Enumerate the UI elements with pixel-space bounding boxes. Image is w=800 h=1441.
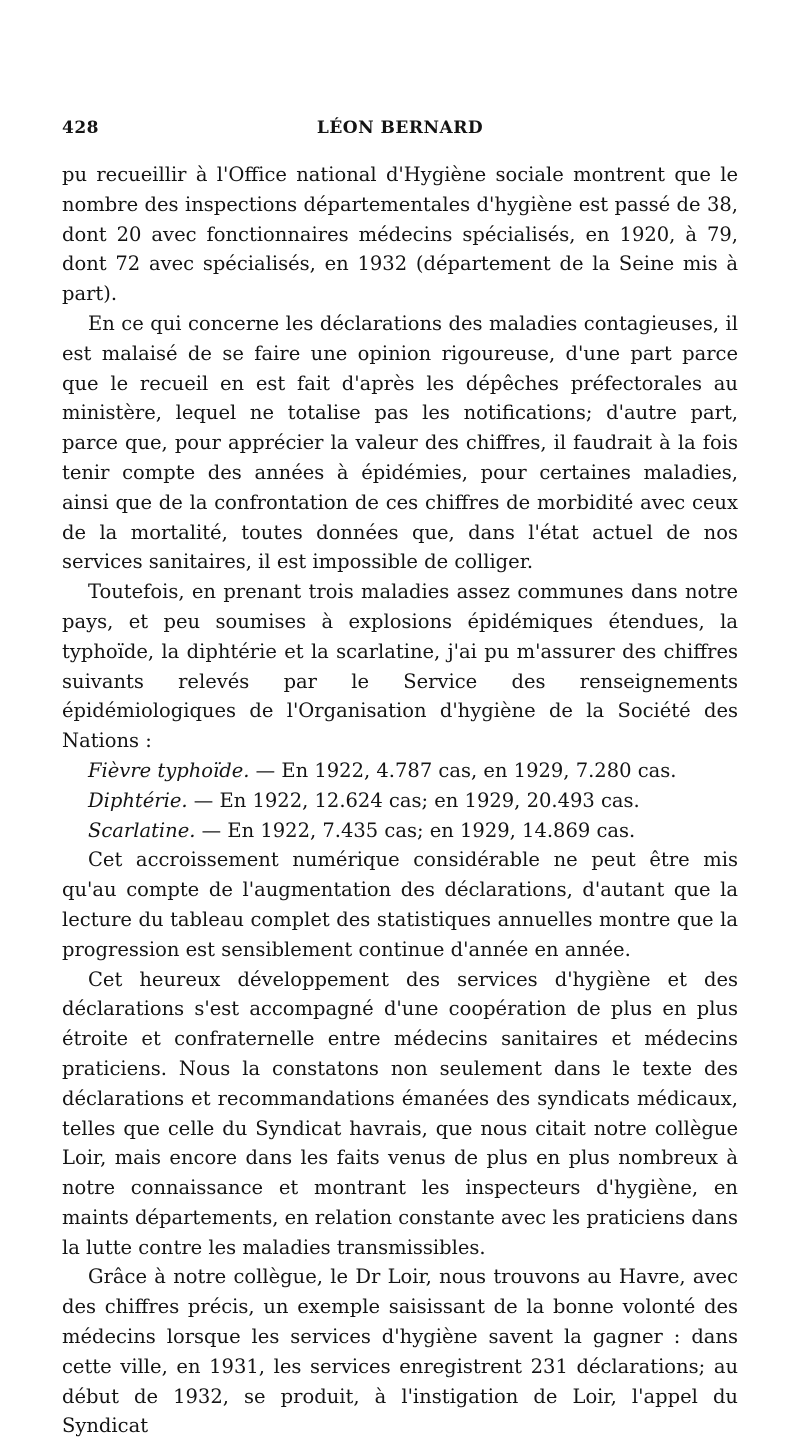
running-head (62, 118, 738, 148)
disease-figures-text: — En 1922, 12.624 cas; en 1929, 20.493 cas. (187, 788, 640, 812)
paragraph-continuation: pu recueillir à l'Office national d'Hygiène sociale montrent que le nombre des inspections départementales d'hygiène est passé de 38, dont 20 avec fonctionnaires médecins spécialisés, en 1920, à 79, dont 72 avec spécialisés, en 1932 (département de la Seine mis à part). (62, 163, 738, 306)
disease-figures-text: — En 1922, 7.435 cas; en 1929, 14.869 cas. (195, 818, 636, 842)
disease-figure-typhoid (62, 756, 738, 786)
paragraph-cooperation: Cet heureux développement des services d'hygiène et des déclarations s'est accompagné d'une coopération de plus en plus étroite et confraternelle entre médecins sanitaires et médecins praticiens. Nous la constatons non seulement dans le texte des déclarations et recommandations émanées des syndicats médicaux, telles que celle du Syndicat havrais, que nous citait notre collègue Loir, mais encore dans les faits venus de plus en plus nombreux à notre connaissance et montrant les inspecteurs d'hygiène, en maints départements, en relation constante avec les praticiens dans la lutte contre les maladies transmissibles. (62, 967, 738, 1259)
disease-figure-scarlatina (62, 816, 738, 846)
body-text (62, 160, 738, 1441)
running-title: LÉON BERNARD (316, 118, 484, 138)
page (62, 118, 738, 1441)
disease-name: Fièvre typhoïde. (88, 758, 250, 782)
disease-name: Diphtérie. (88, 788, 188, 812)
paragraph-increase: Cet accroissement numérique considérable ne peut être mis qu'au compte de l'augmentation des déclarations, d'autant que la lecture du tableau complet des statistiques annuelles montre que la progression est sensiblement continue d'année en année. (62, 848, 738, 961)
disease-name: Scarlatine. (88, 818, 196, 842)
paragraph-le-havre: Grâce à notre collègue, le Dr Loir, nous trouvons au Havre, avec des chiffres précis, un exemple saisissant de la bonne volonté des médecins lorsque les services d'hygiène savent la gagner : dans cette ville, en 1931, les services enregistrent 231 déclarations; au début de 1932, se produit, à l'instigation de Loir, l'appel du Syndicat (62, 1265, 738, 1438)
page-number: 428 (62, 118, 99, 138)
disease-figures-text: — En 1922, 4.787 cas, en 1929, 7.280 cas. (249, 758, 677, 782)
paragraph-declarations: En ce qui concerne les déclarations des maladies contagieuses, il est malaisé de se faire une opinion rigoureuse, d'une part parce que le recueil en est fait d'après les dépêches préfectorales au ministère, lequel ne totalise pas les notifications; d'autre part, parce que, pour apprécier la valeur des chiffres, il faudrait à la fois tenir compte des années à épidémies, pour certaines maladies, ainsi que de la confrontation de ces chiffres de morbidité avec ceux de la mortalité, toutes données que, dans l'état actuel de nos services sanitaires, il est impossible de colliger. (62, 311, 738, 574)
paragraph-three-diseases: Toutefois, en prenant trois maladies assez communes dans notre pays, et peu soumises à explosions épidémiques étendues, la typhoïde, la diphtérie et la scarlatine, j'ai pu m'assurer des chiffres suivants relevés par le Service des renseignements épidémiologiques de l'Organisation d'hygiène de la Société des Nations : (62, 580, 738, 753)
disease-figure-diphtheria (62, 786, 738, 816)
